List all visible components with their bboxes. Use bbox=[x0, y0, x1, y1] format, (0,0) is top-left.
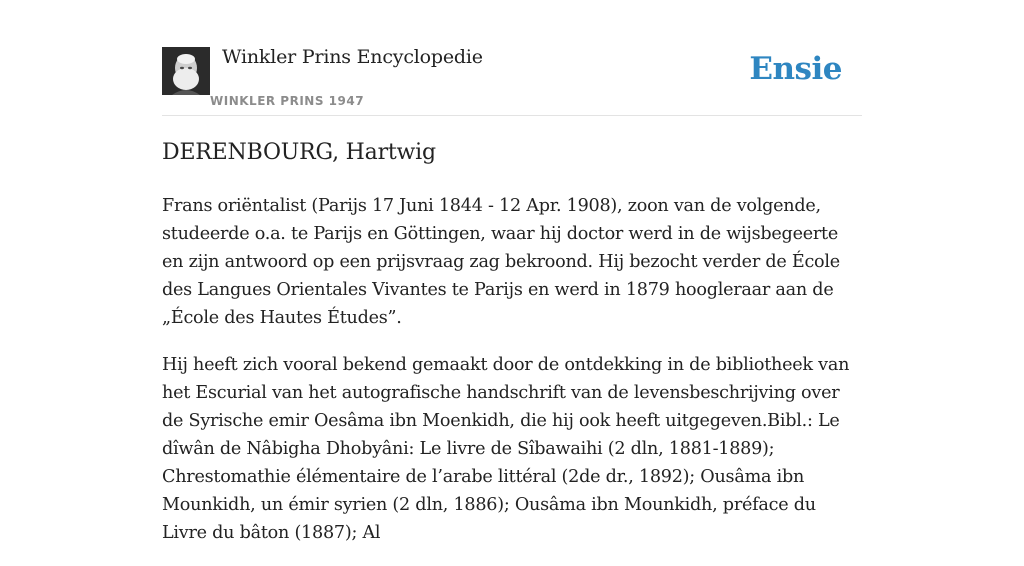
source-header bbox=[162, 0, 862, 116]
portrait-avatar-icon bbox=[162, 47, 210, 95]
article-title: DERENBOURG, Hartwig bbox=[162, 140, 436, 165]
source-title[interactable]: Winkler Prins Encyclopedie bbox=[222, 46, 483, 68]
article-body bbox=[162, 192, 862, 566]
article-paragraph: Hij heeft zich vooral bekend gemaakt door de ontdekking in de bibliotheek van het Escurial van het autografische handschrift van de levensbeschrijving over de Syrische emir Oesâma ibn Moenkidh, die hij ook heeft uitgegeven.Bibl.: Le dîwân de Nâbigha Dhobyâni: Le livre de Sîbawaihi (2 dln, 1881-1889); Chrestomathie élémentaire de l’arabe littéral (2de dr., 1892); Ousâma ibn Mounkidh, un émir syrien (2 dln, 1886); Ousâma ibn Mounkidh, préface du Livre du bâton (1887); Al bbox=[162, 355, 850, 543]
source-avatar[interactable] bbox=[162, 47, 210, 95]
brand-logo[interactable]: Ensie bbox=[749, 51, 842, 87]
article-paragraph: Frans oriëntalist (Parijs 17 Juni 1844 - 12 Apr. 1908), zoon van de volgende, studeerde o.a. te Parijs en Göttingen, waar hij doctor werd in de wijsbegeerte en zijn antwoord op een prijsvraag zag bekroond. Hij bezocht verder de École des Langues Orientales Vivantes te Parijs en werd in 1879 hoogleraar aan de „École des Hautes Études”. bbox=[162, 196, 840, 328]
source-subtitle[interactable]: WINKLER PRINS 1947 bbox=[210, 94, 365, 108]
article-page bbox=[162, 0, 862, 543]
